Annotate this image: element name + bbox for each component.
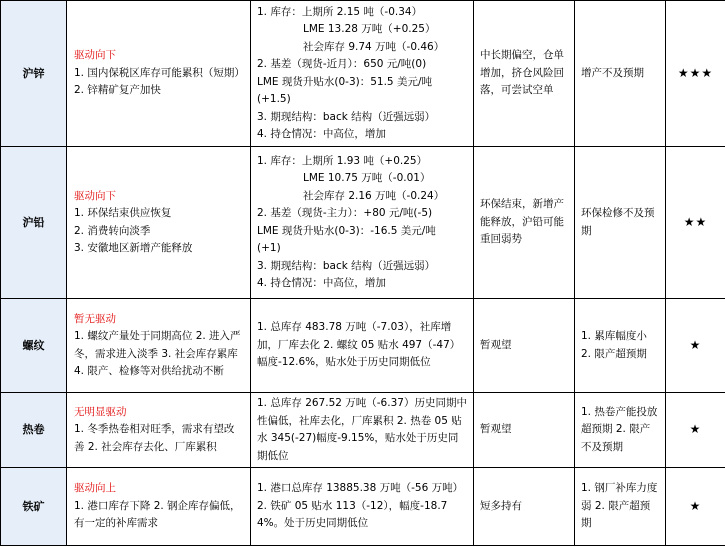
fact-line: 4. 持仓情况：中高位，增加 (257, 277, 386, 289)
facts-cell: 1. 总库存 483.78 万吨（-7.03），社库增加，厂库去化 2. 螺纹 05 贴水 497（-47）幅度-12.6%，贴水处于历史同期低位 (251, 299, 474, 393)
driver-item: 2. 锌精矿复产加快 (74, 84, 161, 97)
rating-stars: ★ (666, 468, 725, 546)
fact-line: (+1) (257, 242, 281, 254)
facts-cell: 1. 总库存 267.52 万吨（-6.37）历史同期中性偏低，社库去化，厂库累积 2. 热卷 05 贴水 345(-27)幅度-9.15%，贴水处于历史同期低位 (251, 393, 474, 468)
driver-heading: 驱动向下 (74, 49, 116, 62)
rating-stars: ★ (666, 299, 725, 393)
fact-line: 2. 基差（现货-主力）：+80 元/吨(-5) (257, 207, 433, 219)
driver-text: 1. 冬季热卷相对旺季，需求有望改善 2. 社会库存去化、厂库累积 (74, 423, 235, 453)
fact-line: LME 现货升贴水(0-3)：-16.5 美元/吨 (257, 224, 436, 237)
driver-cell (67, 393, 251, 468)
rating-stars: ★★★ (666, 1, 725, 147)
commodity-name: 沪锌 (1, 1, 67, 147)
fact-line: LME 10.75 万吨（-0.01） (303, 172, 431, 184)
driver-item: 3. 安徽地区新增产能释放 (74, 242, 193, 254)
table-row (1, 1, 725, 147)
risk-cell: 增产不及预期 (575, 1, 666, 147)
fact-line: (+1.5) (257, 93, 291, 105)
fact-line: 2. 基差（现货-近月）：650 元/吨(0) (257, 58, 427, 70)
fact-line: 3. 期现结构：back 结构（近强远弱） (257, 110, 436, 123)
view-cell: 环保结束，新增产能释放，沪铅可能重回弱势 (474, 147, 575, 299)
risk-cell: 1. 热卷产能投放超预期 2. 限产不及预期 (575, 393, 666, 468)
driver-item: 2. 消费转向淡季 (74, 224, 151, 237)
driver-heading: 驱动向下 (74, 189, 116, 202)
fact-line: LME 13.28 万吨（+0.25） (303, 23, 436, 35)
fact-line: LME 现货升贴水(0-3)：51.5 美元/吨 (257, 75, 432, 88)
driver-cell (67, 299, 251, 393)
rating-stars: ★★ (666, 147, 725, 299)
risk-cell: 环保检修不及预期 (575, 147, 666, 299)
fact-line: 社会库存 9.74 万吨（-0.46） (303, 40, 445, 53)
driver-item: 1. 环保结束供应恢复 (74, 207, 172, 219)
view-cell: 暂观望 (474, 299, 575, 393)
driver-heading: 驱动向上 (74, 482, 116, 495)
risk-cell: 1. 累库幅度小 2. 限产超预期 (575, 299, 666, 393)
facts-cell: 1. 港口总库存 13885.38 万吨（-56 万吨） 2. 铁矿 05 贴水 113（-12），幅度-18.74%。处于历史同期低位 (251, 468, 474, 546)
fact-line: 社会库存 2.16 万吨（-0.24） (303, 189, 445, 202)
driver-cell (67, 468, 251, 546)
view-cell: 暂观望 (474, 393, 575, 468)
table-row (1, 468, 725, 546)
driver-cell (67, 147, 251, 299)
fact-line: 1. 库存：上期所 1.93 吨（+0.25） (257, 154, 428, 167)
driver-item: 1. 国内保税区库存可能累积（短期） (74, 66, 245, 79)
rating-stars: ★ (666, 393, 725, 468)
facts-cell (251, 1, 474, 147)
table-row (1, 299, 725, 393)
driver-cell (67, 1, 251, 147)
driver-text: 1. 螺纹产量处于同期高位 2. 进入严冬，需求进入淡季 3. 社会库存累库 4. 限产、检修等对供给扰动不断 (74, 330, 241, 377)
commodity-name: 螺纹 (1, 299, 67, 393)
fact-line: 3. 期现结构：back 结构（近强远弱） (257, 259, 436, 272)
risk-cell: 1. 钢厂补库力度弱 2. 限产超预期 (575, 468, 666, 546)
driver-heading: 无明显驱动 (74, 405, 127, 418)
table-row (1, 393, 725, 468)
fact-line: 1. 库存：上期所 2.15 吨（-0.34） (257, 5, 423, 18)
commodity-name: 热卷 (1, 393, 67, 468)
view-cell: 中长期偏空，仓单增加，挤仓风险回落，可尝试空单 (474, 1, 575, 147)
facts-cell (251, 147, 474, 299)
fact-line: 4. 持仓情况：中高位，增加 (257, 128, 386, 140)
commodity-name: 沪铅 (1, 147, 67, 299)
driver-text: 1. 港口库存下降 2. 钢企库存偏低，有一定的补库需求 (74, 499, 241, 530)
table-row (1, 147, 725, 299)
view-cell: 短多持有 (474, 468, 575, 546)
driver-heading: 暂无驱动 (74, 312, 116, 325)
commodity-name: 铁矿 (1, 468, 67, 546)
